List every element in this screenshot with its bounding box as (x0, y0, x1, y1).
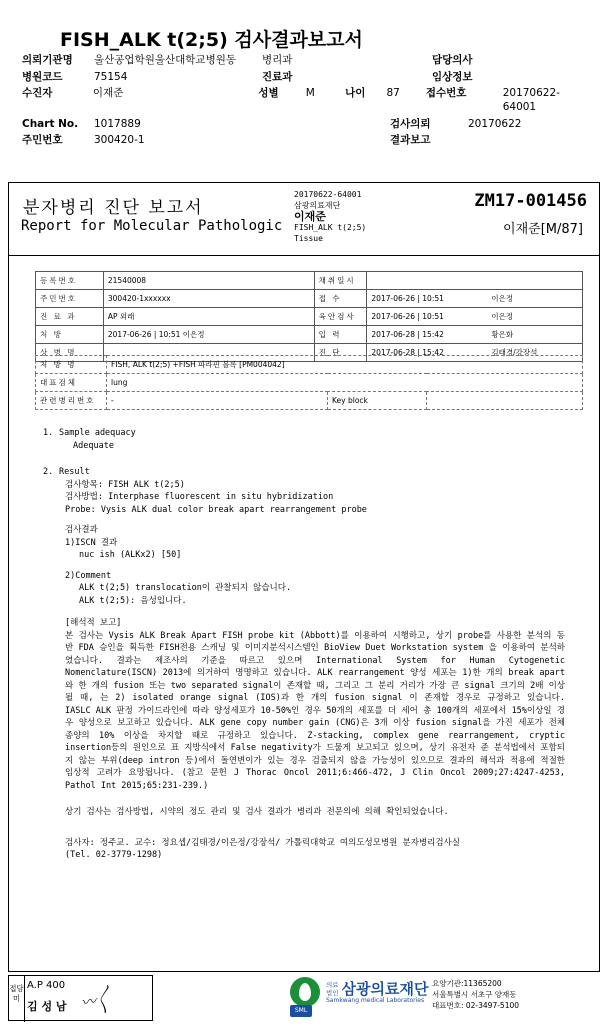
table-row (36, 356, 583, 374)
cell-datetime: 2017-06-26 | 10:51 (371, 294, 444, 303)
section-title: Sample adequacy (59, 428, 136, 438)
header-row (22, 53, 592, 67)
label-order-date: 검사의뢰 (390, 117, 431, 130)
table-row (36, 326, 583, 344)
result-method: 검사방법: Interphase fluorescent in situ hybridization (65, 492, 334, 502)
header-row (22, 86, 592, 114)
stamp-code: A.P 400 (27, 980, 66, 991)
document-footer (8, 975, 600, 1021)
footer-address: 서울특별시 서초구 양재동 (432, 990, 517, 999)
signature-line-2: (Tel. 02-3779-1298) (65, 850, 163, 860)
report-id: ZM17-001456 (474, 191, 587, 211)
value-accession-no: 20170622-64001 (502, 87, 560, 113)
report-patient: 이재준[M/87] (503, 222, 583, 237)
interpretation-heading: [해석적 보고] (65, 618, 122, 628)
section-sample-adequacy (43, 427, 583, 452)
logo-name-en: Samkwang medical Laboratories (326, 996, 425, 1004)
report-meta-test: FISH_ALK t(2;5) (294, 223, 367, 232)
handwritten-signature-icon: 〰〱 (79, 989, 113, 1012)
label-clinical-info: 임상정보 (432, 70, 473, 83)
value-patient: 이재준 (92, 87, 124, 99)
result-comment-line1: ALK t(2;5) translocation이 관찰되지 않습니다. (79, 583, 292, 593)
header-row (22, 70, 592, 84)
report-body (43, 427, 583, 862)
logo-prefix-1: 의료 (326, 980, 339, 989)
label-institution: 의뢰기관명 (22, 54, 73, 66)
value-age: 87 (386, 87, 400, 99)
cell-value: AP 외래 (103, 308, 314, 326)
cell-key: 진 료 과 (36, 308, 104, 326)
cell-key: 처 방 (36, 326, 104, 344)
cell-value: lung (107, 374, 583, 392)
cell-person: 김태경/강장석 (491, 348, 538, 357)
report-meta-specimen: Tissue (294, 234, 323, 243)
cell-datetime: 2017-06-28 | 15:42 (371, 348, 444, 357)
table-row (36, 392, 583, 410)
cell-key: Key block (328, 392, 427, 410)
footer-phone: 대표번호: 02-3497-5100 (432, 1001, 520, 1010)
interpretation-text: 본 검사는 Vysis ALK Break Apart FISH probe kit (Abbott)를 이용하여 시행하고, 상기 probe를 사용한 분석의 동반 FDA 승인을 획득한 FISH전용 스캐닝 및 이미지분석시스템인 BioView Duet Workstation system 을 이용하여 분석하였습니다. 결과는 제조사의 기준을 따르고 있으며 International System for Human Cytogenetic Nomenclature(ISCN) 2013에 의거하여 명명하고 있습니다. ALK rearrangement 양성 세포는 1)한 개의 break apart와 한 개의 fusion 또는 two separated signal이 존재할 때, 그리고 그 분리 거리가 가장 큰 signal 크기의 2배 이상 될 때, 는 2) isolated orange signal (IOS)과 한 개의 fusion signal 이 존재할 경우로 규정하고 있습니다. IASLC ALK 판정 가이드라인에 따라 양성세포가 10-50%인 경우 50개의 세포를 더 세어 총 100개의 세포에서 15%이상일 경우 양성으로 보고하고 있습니다. ALK gene copy number gain (CNG)은 3개 이상 fusion signal을 가진 세포가 전체 종양의 10% 이상을 차지할 때로 규정하고 있습니다. Z-stacking, complex gene rearrangement, cryptic insertion등의 원인으로 표 지방식에서 False negativity가 드물게 보고되고 있으며, 상기 유전자 준 분석법에서 포함되지 않는 부위(deep intron 등)에서 돌연변이가 있는 경우 검출되지 않을 가능성이 있으므로 결과의 해석과 적용에 적절한 임상적 고려가 요망됩니다. (참고 문헌 J Thorac Oncol 2011;6:466-472, J Clin Oncol 2009;27:4247-4253, Pathol Int 2015;65:231-239.) (65, 630, 565, 791)
value-chart-no: 1017889 (94, 117, 141, 130)
cell-person: 황은화 (491, 330, 514, 339)
table-row (36, 374, 583, 392)
report-box (8, 182, 600, 972)
section-title: Result (59, 467, 90, 477)
report-meta (294, 189, 366, 244)
cell-key: 입 력 (314, 326, 367, 344)
logo-text-block (326, 981, 429, 1004)
section-number: 2. (43, 467, 54, 477)
result-iscn-value: nuc ish (ALKx2) [50] (79, 550, 182, 560)
value-order-date: 20170622 (468, 117, 522, 130)
cell-key: 육안검사 (314, 308, 367, 326)
result-comment-line2: ALK t(2;5): 음성입니다. (79, 595, 187, 606)
stamp-side-label: 접담미 (9, 976, 25, 1022)
result-test-name: 검사항목: FISH ALK t(2;5) (65, 479, 185, 490)
value-hospital-code: 75154 (94, 70, 128, 83)
header-row (22, 133, 592, 147)
leaf-logo-icon (290, 977, 320, 1007)
cell-value (367, 290, 583, 308)
cell-value: 300420-1xxxxxx (103, 290, 314, 308)
table-row (36, 272, 583, 290)
header-row (22, 117, 592, 131)
cell-key: 관련병리번호 (36, 392, 107, 410)
value-ssn: 300420-1 (94, 134, 145, 146)
company-logo (290, 977, 429, 1007)
specimen-info-table (35, 271, 583, 362)
patient-header (22, 53, 592, 150)
report-meta-accession: 20170622-64001 (294, 190, 362, 199)
footer-institution-no: 요양기관:11365200 (432, 979, 502, 988)
cell-key: 접 수 (314, 290, 367, 308)
value-institution: 울산공업학원울산대학교병원동 (94, 54, 237, 66)
cell-person: 이은정 (491, 294, 514, 303)
report-meta-name: 이재준 (294, 210, 326, 223)
value-sex: M (305, 87, 315, 99)
order-info-table (35, 355, 583, 410)
report-title-en: Report for Molecular Pathologic (21, 218, 283, 234)
label-accession-no: 접수번호 (425, 87, 467, 99)
cell-datetime: 2017-06-26 | 10:51 (371, 312, 444, 321)
result-probe: Probe: Vysis ALK dual color break apart rearrangement probe (65, 504, 367, 515)
section-heading-line (43, 466, 583, 479)
cell-key: 대표검체 (36, 374, 107, 392)
cell-key: 채취일시 (314, 272, 367, 290)
label-ssn: 주민번호 (22, 134, 63, 146)
cell-person: 이은정 (491, 312, 514, 321)
table-row (36, 308, 583, 326)
logo-name-ko: 삼광의료재단 (341, 979, 429, 998)
approval-stamp-box (8, 975, 153, 1021)
report-header (9, 183, 599, 256)
cell-value (427, 392, 583, 410)
label-sex: 성별 (258, 87, 279, 99)
cell-key: 진 단 (314, 344, 367, 362)
result-iscn-heading: 1)ISCN 결과 (65, 537, 118, 548)
cell-value (367, 326, 583, 344)
table-row (36, 290, 583, 308)
footer-contact (432, 978, 519, 1011)
confirmation-text: 상기 검사는 검사방법, 시약의 정도 관리 및 검사 결과가 병리과 전문의에 의해 확인되었습니다. (65, 807, 449, 817)
section-result (43, 466, 583, 607)
cell-value: - (107, 392, 328, 410)
label-chart-no: Chart No. (22, 117, 79, 130)
cell-key: 상 병 명 (36, 344, 104, 362)
sample-adequacy-value: Adequate (73, 440, 114, 451)
report-title-ko: 분자병리 진단 보고서 (23, 198, 204, 218)
label-clinic-dept: 진료과 (262, 70, 293, 83)
result-subheading: 검사결과 (65, 525, 98, 535)
cell-value: 21540008 (103, 272, 314, 290)
cell-key: 처 방 명 (36, 356, 107, 374)
section-number: 1. (43, 428, 54, 438)
logo-prefix-2: 법인 (326, 988, 339, 997)
report-meta-org: 삼광의료재단 (294, 201, 341, 210)
result-comment-heading: 2)Comment (65, 570, 112, 581)
label-age: 나이 (345, 87, 366, 99)
label-patient: 수진자 (22, 87, 53, 99)
label-report-date: 결과보고 (390, 134, 431, 146)
value-department: 병리과 (262, 54, 293, 66)
label-doctor: 담당의사 (432, 54, 473, 66)
cell-key: 등록번호 (36, 272, 104, 290)
sml-badge: SML (290, 1005, 312, 1017)
cell-value (367, 308, 583, 326)
cell-value: FISH, ALK t(2;5) +FISH 파라핀 블록 [PM004042] (107, 356, 583, 374)
section-heading-line (43, 427, 583, 440)
page-title: FISH_ALK t(2;5) 검사결과보고서 (60, 29, 363, 51)
label-hospital-code: 병원코드 (22, 70, 63, 83)
signature-line-1: 검사자: 정주교. 교수: 정요셉/김태경/이은정/강장석/ 가톨릭대학교 여의도성모병원 분자병리검사실 (65, 837, 460, 848)
cell-datetime: 2017-06-28 | 15:42 (371, 330, 444, 339)
cell-value (367, 272, 583, 290)
cell-key: 주민번호 (36, 290, 104, 308)
stamp-signer-name: 김 성 남 (27, 1000, 67, 1013)
cell-value: 2017-06-26 | 10:51 이은정 (103, 326, 314, 344)
